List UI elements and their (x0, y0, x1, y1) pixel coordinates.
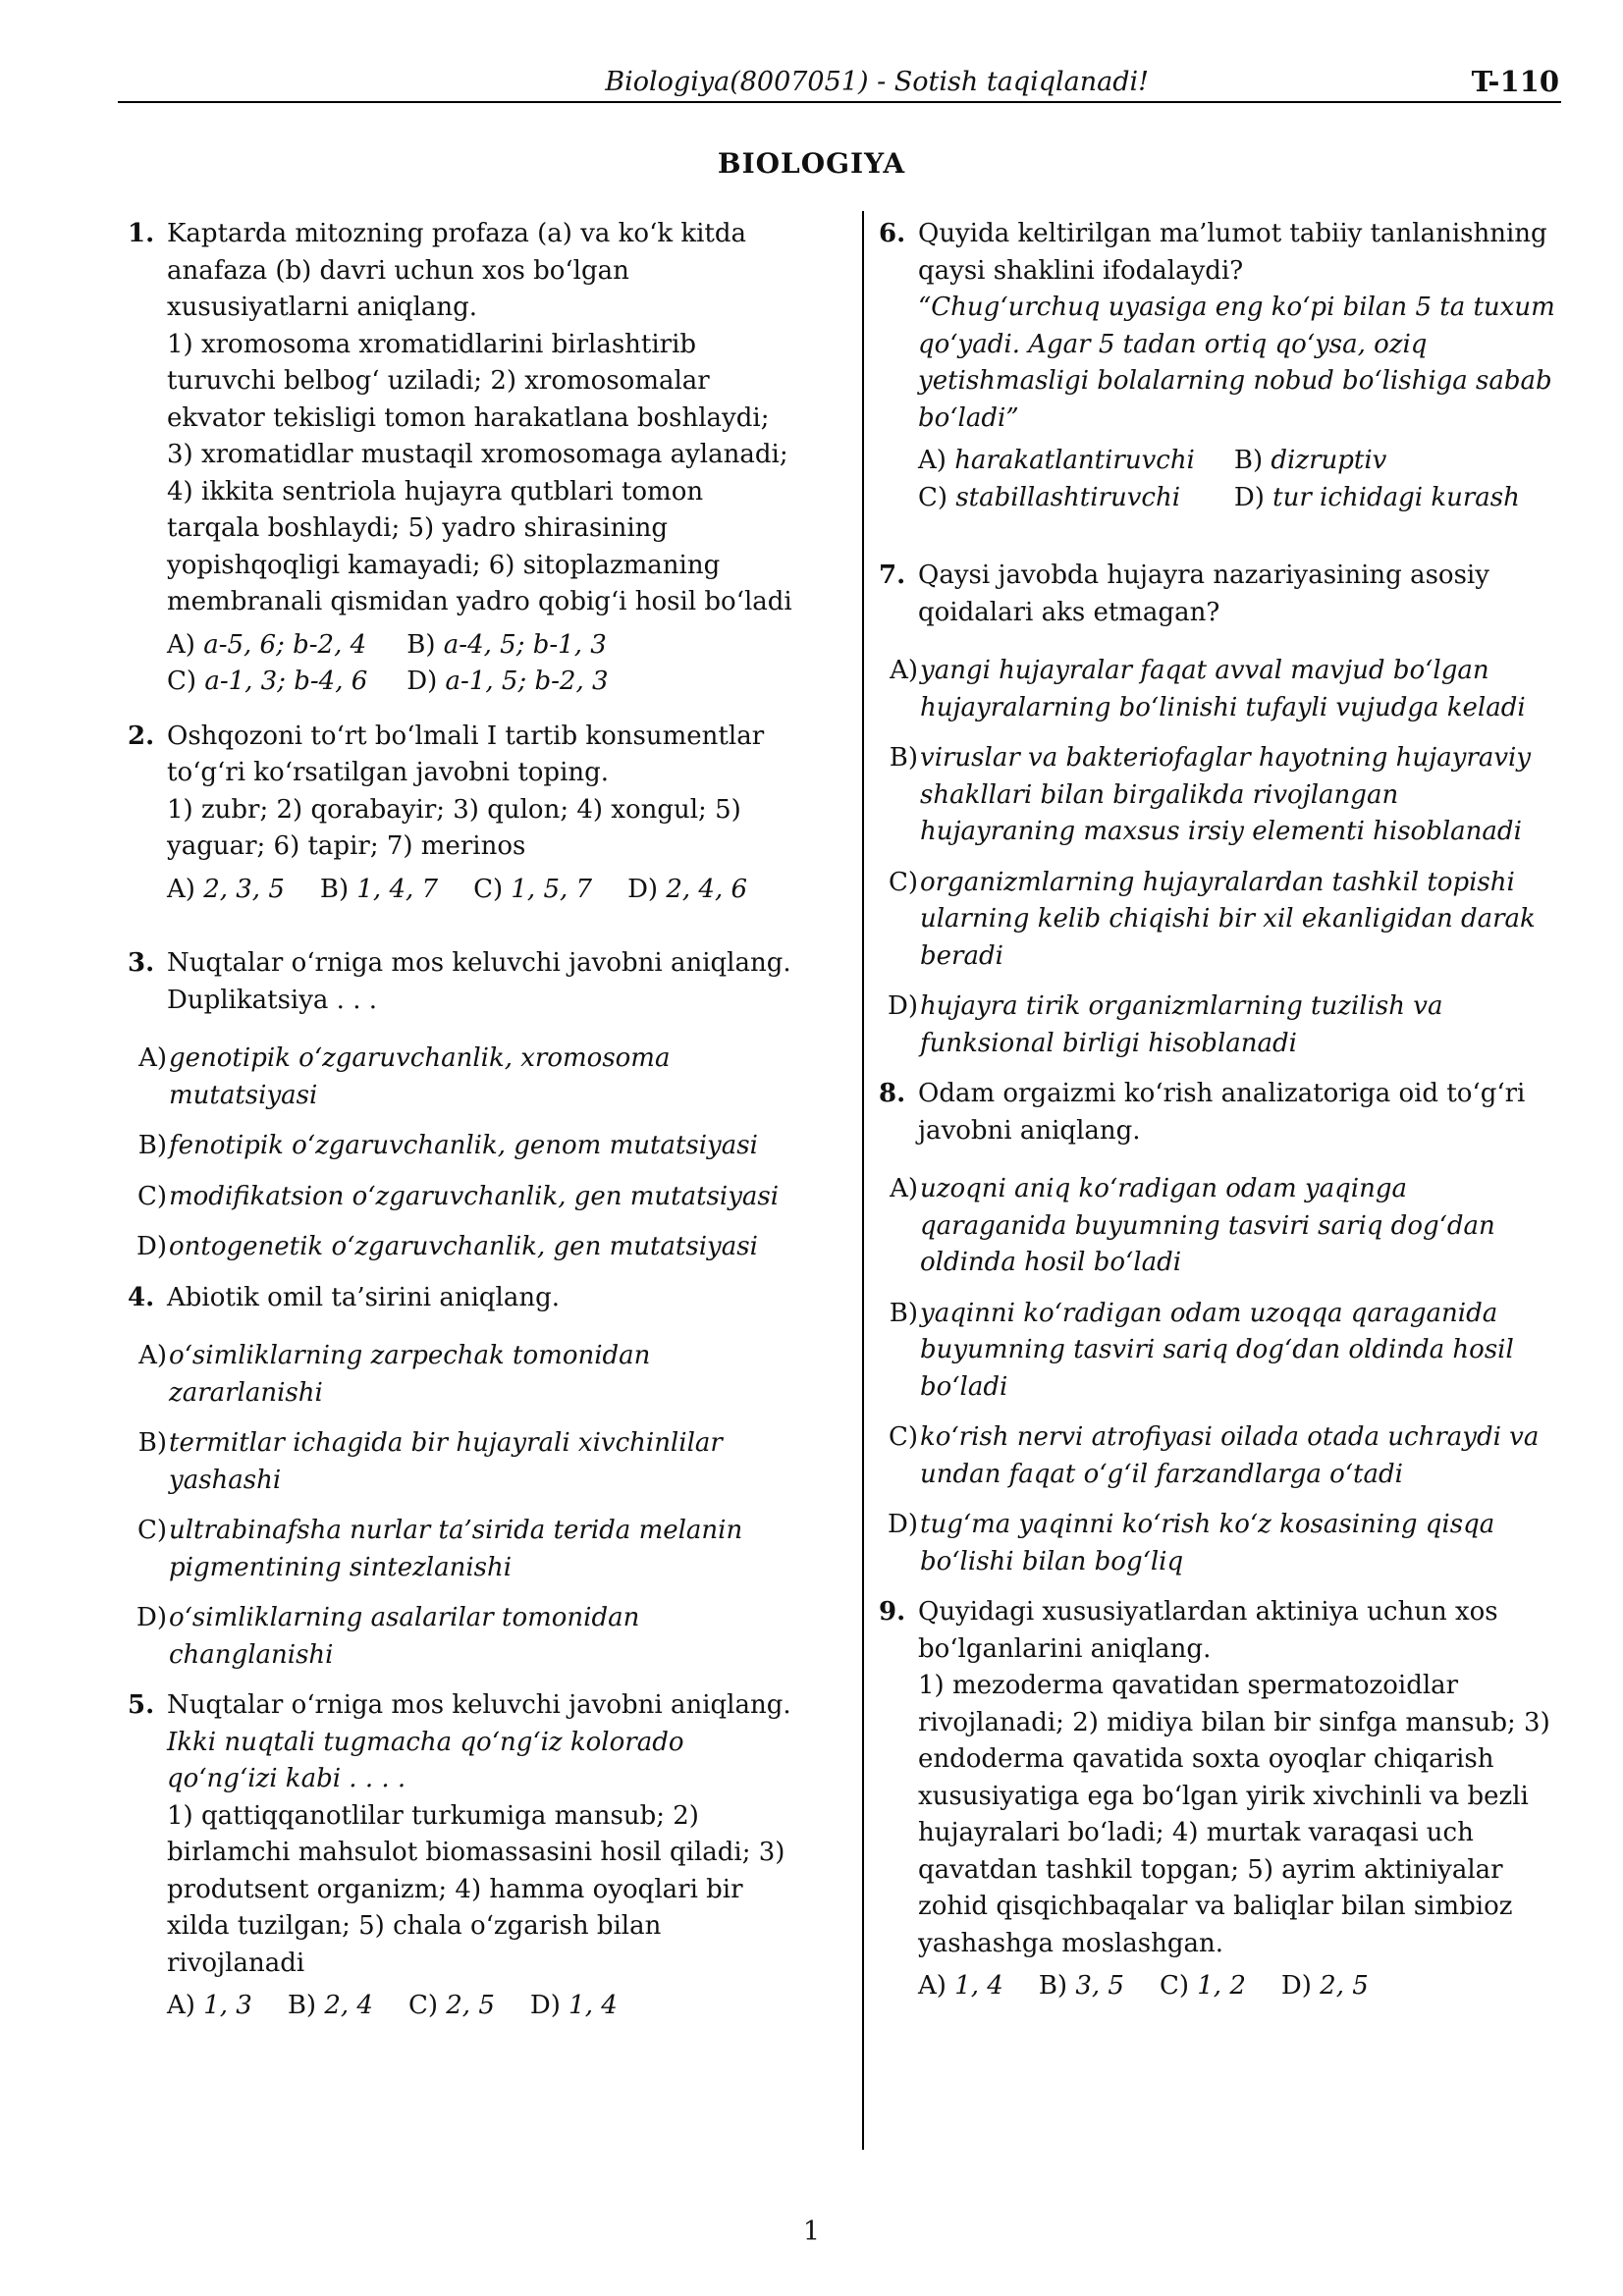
answer-options (167, 872, 795, 909)
header-rule (118, 101, 1561, 103)
option-b[interactable]: B) a-4, 5; b-1, 3 (406, 629, 607, 660)
question-text: Oshqozoni to‘rt bo‘lmali I tartib konsumentlar to‘g‘ri ko‘rsatilgan javobni toping. (167, 721, 765, 787)
option-c[interactable]: C) stabillashtiruvchi (918, 482, 1181, 512)
question-2 (128, 719, 795, 909)
question-quote: “Chug‘urchuq uyasiga eng ko‘pi bilan 5 ta tuxum qo‘yadi. Agar 5 tadan ortiq qo‘ysa, oziq yetishmasligi bolalarning nobud bo‘lishiga sabab bo‘ladi” (918, 293, 1555, 433)
option-a[interactable]: A) genotipik o‘zgaruvchanlik, xromosoma mutatsiyasi (138, 1043, 671, 1110)
option-a[interactable]: A) a-5, 6; b-2, 4 (167, 629, 367, 660)
question-3 (128, 945, 795, 1019)
question-number: 7. (879, 561, 906, 590)
option-a[interactable]: A) 2, 3, 5 (167, 874, 285, 904)
question-number: 6. (879, 219, 906, 248)
page-number: 1 (802, 2216, 821, 2247)
option-d[interactable]: D) o‘simliklarning asalarilar tomonidan changlanishi (136, 1603, 640, 1670)
option-d[interactable]: D) 2, 4, 6 (627, 874, 748, 904)
option-c[interactable]: C) 1, 2 (1159, 1971, 1246, 2001)
question-number: 9. (879, 1597, 906, 1627)
answer-options-q3 (128, 1041, 795, 1266)
question-text: Odam orgaizmi ko‘rish analizatoriga oid to‘g‘ri javobni aniqlang. (918, 1079, 1526, 1146)
option-c[interactable]: C) ultrabinafsha nurlar ta’sirida terida melanin pigmentining sintezlanishi (136, 1516, 743, 1582)
right-column (879, 216, 1556, 2005)
option-b[interactable]: B) 1, 4, 7 (319, 874, 439, 904)
option-c[interactable]: C) 1, 5, 7 (473, 874, 593, 904)
option-c[interactable]: C) modifikatsion o‘zgaruvchanlik, gen mutatsiyasi (136, 1181, 780, 1211)
option-a[interactable]: A) o‘simliklarning zarpechak tomonidan zararlanishi (138, 1341, 651, 1408)
answer-options-q7 (879, 653, 1556, 1062)
question-text: Quyidagi xususiyatlardan aktiniya uchun xos bo‘lganlarini aniqlang. (918, 1597, 1498, 1664)
option-b[interactable]: B) yaqinni ko‘radigan odam uzoqqa qaraganida buyumning tasviri sariq dog‘dan oldinda hosil bo‘ladi (889, 1298, 1514, 1402)
question-number: 8. (879, 1079, 906, 1108)
option-a[interactable]: A) 1, 4 (918, 1971, 1003, 2001)
option-d[interactable]: D) ontogenetik o‘zgaruvchanlik, gen mutatsiyasi (136, 1232, 758, 1261)
question-number: 2. (128, 721, 155, 751)
question-5 (128, 1687, 795, 2025)
header-title: Biologiya(8007051) - Sotish taqiqlanadi! (605, 67, 1149, 97)
option-d[interactable]: D) 1, 4 (529, 1991, 618, 2020)
question-items: 1) xromosoma xromatidlarini birlashtirib turuvchi belbog‘ uziladi; 2) xromosomalar ekvator tekisligi tomon harakatlana boshlaydi; 3) xromatidlar mustaqil xromosomaga aylanadi; 4) ikkita sentriola hujayra qutblari tomon tarqala boshlaydi; 5) yadro shirasining yopishqoqligi kamayadi; 6) sitoplazmaning membranali qismidan yadro qobig‘i hosil bo‘ladi (167, 329, 792, 616)
question-text: Nuqtalar o‘rniga mos keluvchi javobni aniqlang. (167, 948, 791, 978)
question-number: 3. (128, 948, 155, 978)
option-d[interactable]: D) 2, 5 (1280, 1971, 1369, 2001)
question-4 (128, 1280, 795, 1317)
answer-options (167, 627, 795, 701)
question-text: Abiotik omil ta’sirini aniqlang. (167, 1282, 560, 1312)
option-d[interactable]: D) tur ichidagi kurash (1233, 482, 1520, 512)
question-text: Kaptarda mitozning profaza (a) va ko‘k kitda anafaza (b) davri uchun xos bo‘lgan xususiyatlarni aniqlang. (167, 219, 747, 322)
option-b[interactable]: B) viruslar va bakteriofaglar hayotning hujayraviy shakllari bilan birgalikda rivojlangan hujayraning maxsus irsiy elementi hisoblanadi (889, 743, 1532, 846)
option-b[interactable]: B) fenotipik o‘zgaruvchanlik, genom mutatsiyasi (137, 1131, 758, 1160)
option-c[interactable]: C) ko‘rish nervi atrofiyasi oilada otada uchraydi va undan faqat o‘g‘il farzandlarga o‘tadi (888, 1422, 1540, 1489)
option-d[interactable]: D) tug‘ma yaqinni ko‘rish ko‘z kosasining qisqa bo‘lishi bilan bog‘liq (888, 1510, 1495, 1576)
option-d[interactable]: D) hujayra tirik organizmlarning tuzilish va funksional birligi hisoblanadi (888, 991, 1443, 1058)
answer-options-q4 (128, 1338, 795, 1674)
question-number: 1. (128, 219, 155, 248)
option-c[interactable]: C) a-1, 3; b-4, 6 (167, 667, 368, 696)
question-number: 4. (128, 1282, 155, 1312)
option-d[interactable]: D) a-1, 5; b-2, 3 (406, 667, 609, 696)
subject-title: BIOLOGIYA (717, 147, 906, 180)
question-1 (128, 216, 795, 701)
answer-options (918, 443, 1556, 516)
question-quote: Ikki nuqtali tugmacha qo‘ng‘iz kolorado qo‘ng‘izi kabi . . . . (167, 1727, 684, 1793)
option-a[interactable]: A) uzoqni aniq ko‘radigan odam yaqinga qaraganida buyumning tasviri sariq dog‘dan oldinda hosil bo‘ladi (890, 1174, 1495, 1277)
question-text: Nuqtalar o‘rniga mos keluvchi javobni aniqlang. (167, 1690, 791, 1720)
question-8 (879, 1076, 1556, 1149)
answer-options-q8 (879, 1171, 1556, 1580)
question-items: 1) qattiqqanotlilar turkumiga mansub; 2) birlamchi mahsulot biomassasini hosil qiladi; 3) produtsent organizm; 4) hamma oyoqlari bir xilda tuzilgan; 5) chala o‘zgarish bilan rivojlanadi (167, 1800, 785, 1978)
test-code: T-110 (1471, 65, 1559, 98)
question-text: Quyida keltirilgan ma’lumot tabiiy tanlanishning qaysi shaklini ifodalaydi? (918, 219, 1547, 286)
question-items: 1) mezoderma qavatidan spermatozoidlar rivojlanadi; 2) midiya bilan bir sinfga mansub; 3) endoderma qavatida soxta oyoqlar chiqarish xususiyatiga ega bo‘lgan yirik xivchinli va bezli hujayralari bo‘ladi; 4) murtak varaqasi uch qavatdan tashkil topgan; 5) ayrim aktiniyalar zohid qisqichbaqalar va baliqlar bilan simbioz yashashga moslashgan. (918, 1671, 1550, 1958)
question-9 (879, 1594, 1556, 2005)
option-b[interactable]: B) 3, 5 (1038, 1971, 1124, 2001)
left-column (128, 216, 795, 2025)
option-a[interactable]: A) yangi hujayralar faqat avval mavjud bo‘lgan hujayralarning bo‘linishi tufayli vujudga keladi (890, 656, 1526, 722)
option-a[interactable]: A) 1, 3 (167, 1991, 252, 2020)
option-b[interactable]: B) 2, 4 (287, 1991, 373, 2020)
option-c[interactable]: C) organizmlarning hujayralardan tashkil topishi ularning kelib chiqishi bir xil ekanligidan darak beradi (888, 867, 1536, 971)
column-divider (862, 211, 864, 2150)
question-7 (879, 558, 1556, 631)
question-text: Qaysi javobda hujayra nazariyasining asosiy qoidalari aks etmagan? (918, 561, 1489, 627)
question-6 (879, 216, 1556, 516)
option-a[interactable]: A) harakatlantiruvchi (918, 446, 1195, 475)
answer-options (167, 1988, 795, 2025)
question-number: 5. (128, 1690, 155, 1720)
answer-options (918, 1968, 1556, 2005)
option-c[interactable]: C) 2, 5 (407, 1991, 495, 2020)
question-text-2: Duplikatsiya . . . (167, 985, 378, 1015)
question-items: 1) zubr; 2) qorabayir; 3) qulon; 4) xongul; 5) yaguar; 6) tapir; 7) merinos (167, 794, 741, 861)
page-header (118, 63, 1561, 104)
option-b[interactable]: B) termitlar ichagida bir hujayrali xivchinlilar yashashi (137, 1428, 723, 1495)
option-b[interactable]: B) dizruptiv (1233, 446, 1387, 475)
